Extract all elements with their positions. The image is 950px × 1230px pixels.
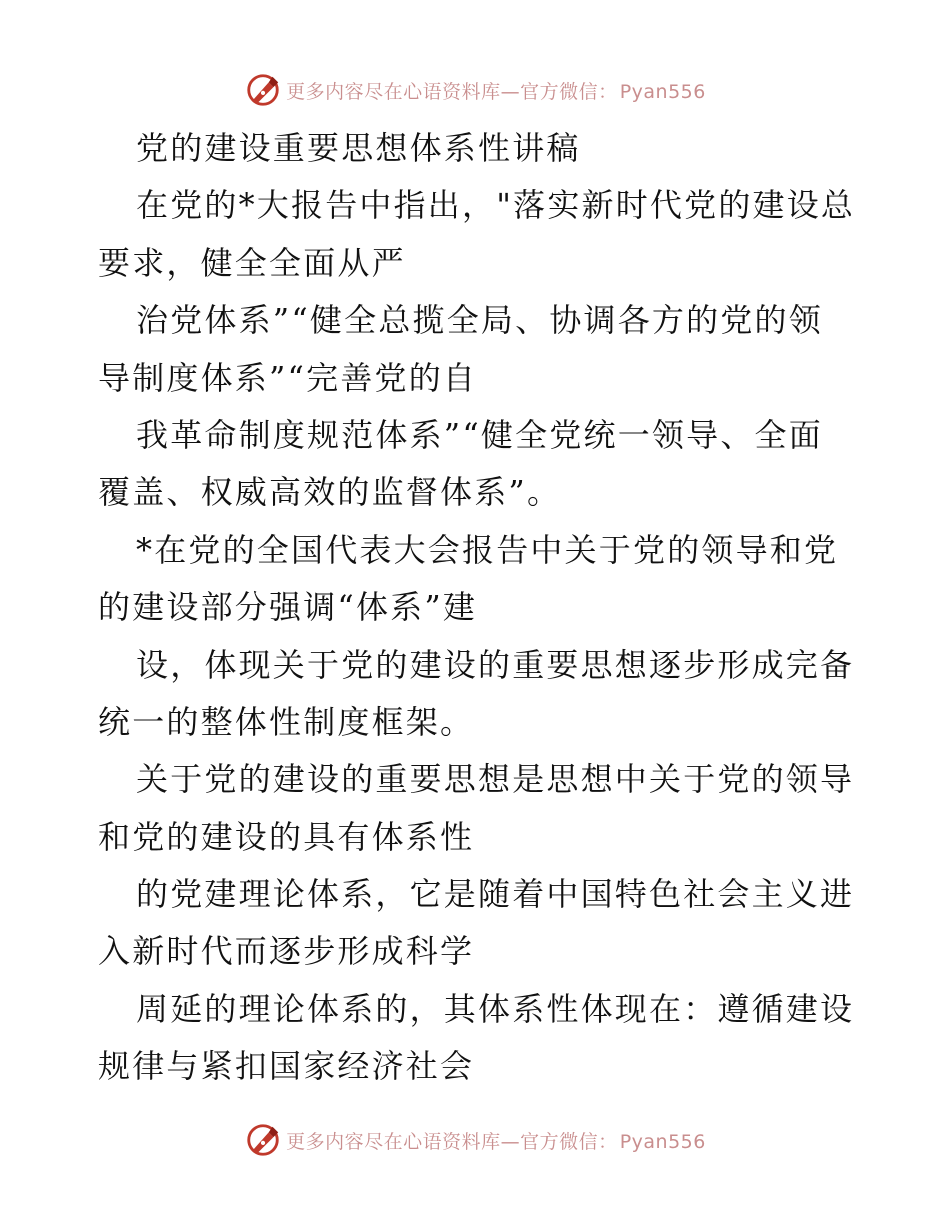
text-line: 设，体现关于党的建设的重要思想逐步形成完备	[136, 645, 855, 684]
text-line: 入新时代而逐步形成科学	[98, 932, 475, 971]
header-watermark	[0, 70, 950, 110]
footer-watermark	[0, 1120, 950, 1160]
pen-nib-logo-icon	[244, 1121, 282, 1159]
watermark-wechat-id: Pyan556	[619, 80, 706, 103]
watermark-wechat-id: Pyan556	[619, 1130, 706, 1153]
text-line: 周延的理论体系的，其体系性体现在：遵循建设	[136, 989, 855, 1028]
watermark-wechat-label: 官方微信：	[520, 80, 618, 103]
watermark-text	[286, 77, 706, 104]
text-line: *在党的全国代表大会报告中关于党的领导和党	[136, 530, 839, 569]
text-line: 我革命制度规范体系”“健全党统一领导、全面	[136, 415, 823, 454]
text-line: 的党建理论体系，它是随着中国特色社会主义进	[136, 875, 855, 914]
watermark-text	[286, 1127, 706, 1154]
text-line: 规律与紧扣国家经济社会	[98, 1047, 475, 1086]
watermark-main-text: 更多内容尽在心语资料库	[286, 80, 501, 103]
pen-nib-logo-icon	[244, 71, 282, 109]
text-line: 党的建设重要思想体系性讲稿	[136, 129, 581, 167]
watermark-wechat-label: 官方微信：	[520, 1130, 618, 1153]
text-line: 在党的*大报告中指出，"落实新时代党的建设总	[136, 186, 856, 225]
text-line: 覆盖、权威高效的监督体系”。	[98, 473, 562, 512]
document-body	[98, 120, 858, 1096]
watermark-dash: —	[500, 80, 521, 103]
text-line: 导制度体系”“完善党的自	[98, 358, 478, 397]
text-line: 统一的整体性制度框架。	[98, 702, 475, 741]
watermark-main-text: 更多内容尽在心语资料库	[286, 1130, 501, 1153]
watermark-dash: —	[500, 1130, 521, 1153]
text-line: 治党体系”“健全总揽全局、协调各方的党的领	[136, 301, 823, 340]
text-line: 要求，健全全面从严	[98, 243, 406, 282]
text-line: 和党的建设的具有体系性	[98, 817, 475, 856]
text-line: 的建设部分强调“体系”建	[98, 588, 478, 627]
text-line: 关于党的建设的重要思想是思想中关于党的领导	[136, 760, 855, 799]
